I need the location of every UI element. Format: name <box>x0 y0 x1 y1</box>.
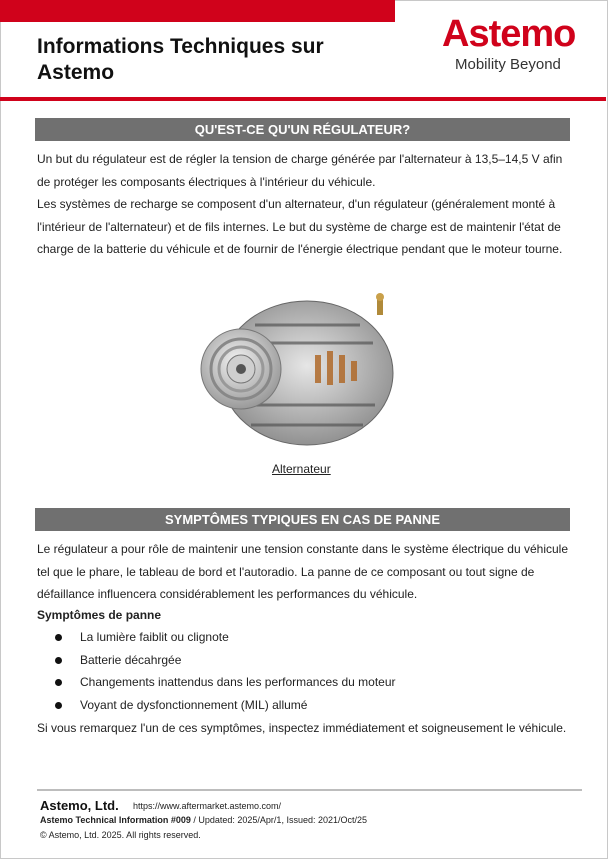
text-line: l'intérieur de l'alternateur) et de fils internes. Le but du système de charge est de maintenir l'état de <box>37 219 561 234</box>
closing-text: Si vous remarquez l'un de ces symptômes, inspectez immédiatement et soigneusement le véhicule. <box>37 721 567 735</box>
text-line: Le régulateur a pour rôle de maintenir une tension constante dans le système électrique du véhicule <box>37 542 568 556</box>
text-line: Un but du régulateur est de régler la tension de charge générée par l'alternateur à 13,5–14,5 V afin <box>37 152 563 166</box>
text-line: Les systèmes de recharge se composent d'un alternateur, d'un régulateur (généralement monté à <box>37 197 556 211</box>
text-line: tel que le phare, le tableau de bord et l'autoradio. La panne de ce composant ou tout signe de <box>37 564 535 579</box>
symptoms-subheading: Symptômes de panne <box>37 608 162 622</box>
section-heading-symptoms: SYMPTÔMES TYPIQUES EN CAS DE PANNE <box>35 508 570 531</box>
list-item: La lumière faiblit ou clignote <box>53 626 396 649</box>
footer-dates: / Updated: 2025/Apr/1, Issued: 2021/Oct/25 <box>190 815 367 825</box>
text-line: de protéger les composants électriques à l'intérieur du véhicule. <box>37 174 376 189</box>
section-heading-regulator: QU'EST-CE QU'UN RÉGULATEUR? <box>35 118 570 141</box>
symptoms-list <box>53 626 396 716</box>
footer-copyright: © Astemo, Ltd. 2025. All rights reserved. <box>40 830 201 840</box>
list-item: Batterie décahrgée <box>53 649 396 672</box>
page-title-line2: Astemo <box>37 61 115 84</box>
footer-divider <box>37 789 582 791</box>
footer-company: Astemo, Ltd. <box>40 798 119 813</box>
header-divider <box>0 97 606 101</box>
list-item: Changements inattendus dans les performances du moteur <box>53 671 396 694</box>
logo-tagline: Mobility Beyond <box>455 56 561 73</box>
alternator-image <box>195 285 405 455</box>
symptoms-paragraph <box>37 538 572 606</box>
astemo-logo <box>438 12 598 82</box>
page-title-line1: Informations Techniques sur <box>37 35 324 58</box>
page-title <box>37 34 324 86</box>
footer-doc-id: Astemo Technical Information #009 <box>40 815 191 825</box>
footer-document-info <box>40 815 367 825</box>
text-line: charge de la batterie du véhicule et de fournir de l'énergie électrique pendant que le moteur tourne. <box>37 242 563 256</box>
list-item: Voyant de dysfonctionnement (MIL) allumé <box>53 694 396 717</box>
text-line: défaillance influencera considérablement les performances du véhicule. <box>37 587 418 601</box>
logo-wordmark: Astemo <box>442 13 576 55</box>
regulator-paragraph <box>37 148 572 261</box>
image-caption: Alternateur <box>272 462 331 476</box>
footer-url-link[interactable]: https://www.aftermarket.astemo.com/ <box>133 801 282 811</box>
header-accent-bar <box>0 0 395 22</box>
